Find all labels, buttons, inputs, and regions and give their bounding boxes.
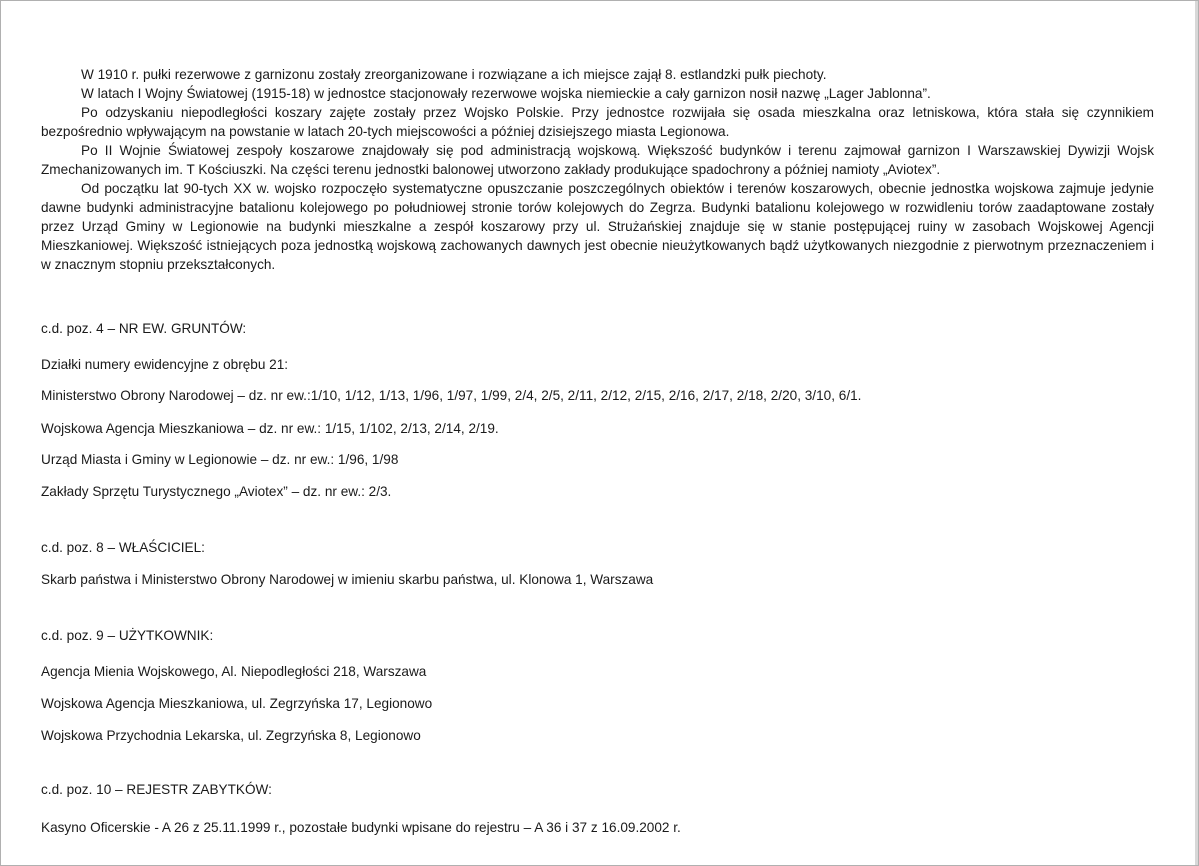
intro-paragraph: W latach I Wojny Światowej (1915-18) w jednostce stacjonowały rezerwowe wojska niemieckie a cały garnizon nosił nazwę „Lager Jablonna”.: [81, 86, 931, 101]
section-heading-grunty: c.d. poz. 4 – NR EW. GRUNTÓW:: [41, 321, 247, 336]
section-heading-uzytkownik: c.d. poz. 9 – UŻYTKOWNIK:: [41, 628, 214, 643]
owner-list-item: Skarb państwa i Ministerstwo Obrony Narodowej w imieniu skarbu państwa, ul. Klonowa 1, Warszawa: [41, 572, 654, 587]
intro-paragraph: Po II Wojnie Światowej zespoły koszarowe znajdowały się pod administracją wojskową. Większość budynków i terenu zajmował garnizon I Warszawskiej Dywizji Wojsk Zmechanizowanych im. T Kościuszki. Na części terenu jednostki balonowej utworzono zakłady produkujące spadochrony a później namioty „Aviotex”.: [41, 143, 1154, 177]
section-subheading-grunty: Działki numery ewidencyjne z obrębu 21:: [41, 357, 289, 372]
intro-paragraph: W 1910 r. pułki rezerwowe z garnizonu zostały zreorganizowane i rozwiązane a ich miejsce zajął 8. estlandzki pułk piechoty.: [81, 67, 827, 82]
user-list-item: Wojskowa Przychodnia Lekarska, ul. Zegrzyńska 8, Legionowo: [41, 728, 421, 743]
parcel-list-item: Wojskowa Agencja Mieszkaniowa – dz. nr ew.: 1/15, 1/102, 2/13, 2/14, 2/19.: [41, 421, 499, 436]
register-list-item: Kasyno Oficerskie - A 26 z 25.11.1999 r., pozostałe budynki wpisane do rejestru – A 36 i 37 z 16.09.2002 r.: [41, 820, 681, 835]
parcel-list-item: Zakłady Sprzętu Turystycznego „Aviotex” – dz. nr ew.: 2/3.: [41, 484, 392, 499]
intro-paragraph: Od początku lat 90-tych XX w. wojsko rozpoczęło systematyczne opuszczanie poszczególnych obiektów i terenów koszarowych, obecnie jednostka wojskowa zajmuje jedynie dawne budynki administracyjne batalionu kolejowego po południowej stronie torów kolejowych do Zegrza. Budynki batalionu kolejowego w rozwidleniu torów zaadaptowane zostały przez Urząd Gminy w Legionowie na budynki mieszkalne a zespół koszarowy przy ul. Strużańskiej znajduje się w stanie postępującej ruiny w zasobach Wojskowej Agencji Mieszkaniowej. Większość istniejących poza jednostką wojskową zachowanych dawnych jest obecnie nieużytkowanych bądź użytkowanych niezgodnie z pierwotnym przeznaczeniem i w znacznym stopniu przekształconych.: [41, 181, 1154, 272]
section-heading-rejestr: c.d. poz. 10 – REJESTR ZABYTKÓW:: [41, 782, 272, 797]
section-heading-wlasciciel: c.d. poz. 8 – WŁAŚCICIEL:: [41, 540, 205, 555]
user-list-item: Agencja Mienia Wojskowego, Al. Niepodległości 218, Warszawa: [41, 664, 427, 679]
intro-text: [41, 65, 1154, 274]
parcel-list-item: Ministerstwo Obrony Narodowej – dz. nr ew.:1/10, 1/12, 1/13, 1/96, 1/97, 1/99, 2/4, 2/5, 2/11, 2/12, 2/15, 2/16, 2/17, 2/18, 2/20, 3/10, 6/1.: [41, 388, 862, 403]
intro-paragraph: Po odzyskaniu niepodległości koszary zajęte zostały przez Wojsko Polskie. Przy jednostce rozwijała się osada mieszkalna oraz letniskowa, która stała się czynnikiem bezpośrednio wpływającym na powstanie w latach 20-tych miejscowości a później dzisiejszego miasta Legionowa.: [41, 105, 1154, 139]
parcel-list-item: Urząd Miasta i Gminy w Legionowie – dz. nr ew.: 1/96, 1/98: [41, 452, 399, 467]
user-list-item: Wojskowa Agencja Mieszkaniowa, ul. Zegrzyńska 17, Legionowo: [41, 696, 433, 711]
scan-edge-divider: [1195, 1, 1198, 865]
